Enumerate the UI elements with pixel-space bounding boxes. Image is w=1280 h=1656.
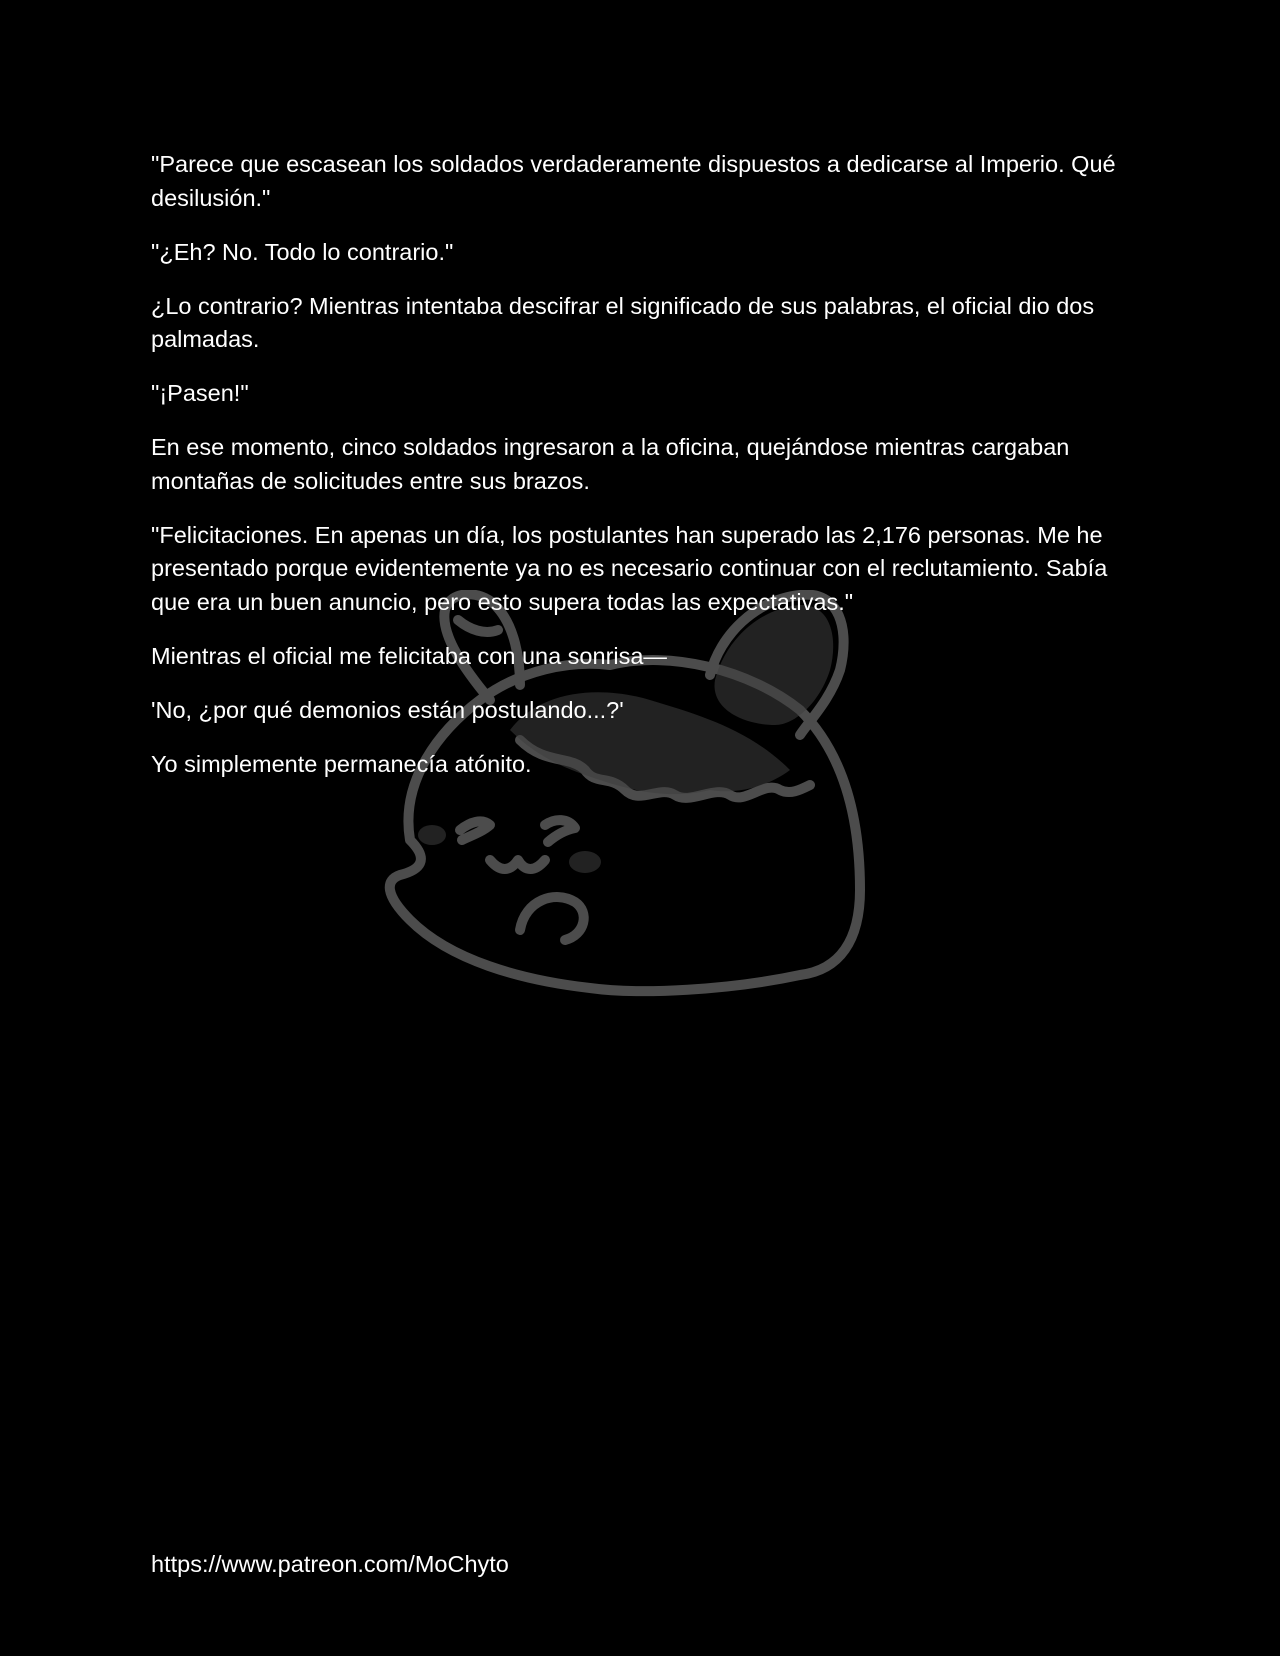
paragraph: En ese momento, cinco soldados ingresaron a la oficina, quejándose mientras cargaban montañas de solicitudes entre sus brazos. xyxy=(151,434,1070,494)
paragraph: "¿Eh? No. Todo lo contrario." xyxy=(151,238,454,265)
paragraph: 'No, ¿por qué demonios están postulando...?' xyxy=(151,696,624,723)
document-body xyxy=(151,148,1151,802)
patreon-link[interactable]: https://www.patreon.com/MoChyto xyxy=(151,1551,509,1577)
paragraph: Yo simplemente permanecía atónito. xyxy=(151,750,532,777)
paragraph: ¿Lo contrario? Mientras intentaba descifrar el significado de sus palabras, el oficial dio dos palmadas. xyxy=(151,292,1095,352)
paragraph: "Felicitaciones. En apenas un día, los postulantes han superado las 2,176 personas. Me he presentado porque evidentemente ya no es necesario continuar con el reclutamiento. Sabía que era un buen anuncio, pero esto supera todas las expectativas." xyxy=(151,521,1108,615)
paragraph: "¡Pasen!" xyxy=(151,380,249,406)
paragraph: Mientras el oficial me felicitaba con una sonrisa— xyxy=(151,642,667,669)
paragraph: "Parece que escasean los soldados verdaderamente dispuestos a dedicarse al Imperio. Qué desilusión." xyxy=(151,151,1116,211)
